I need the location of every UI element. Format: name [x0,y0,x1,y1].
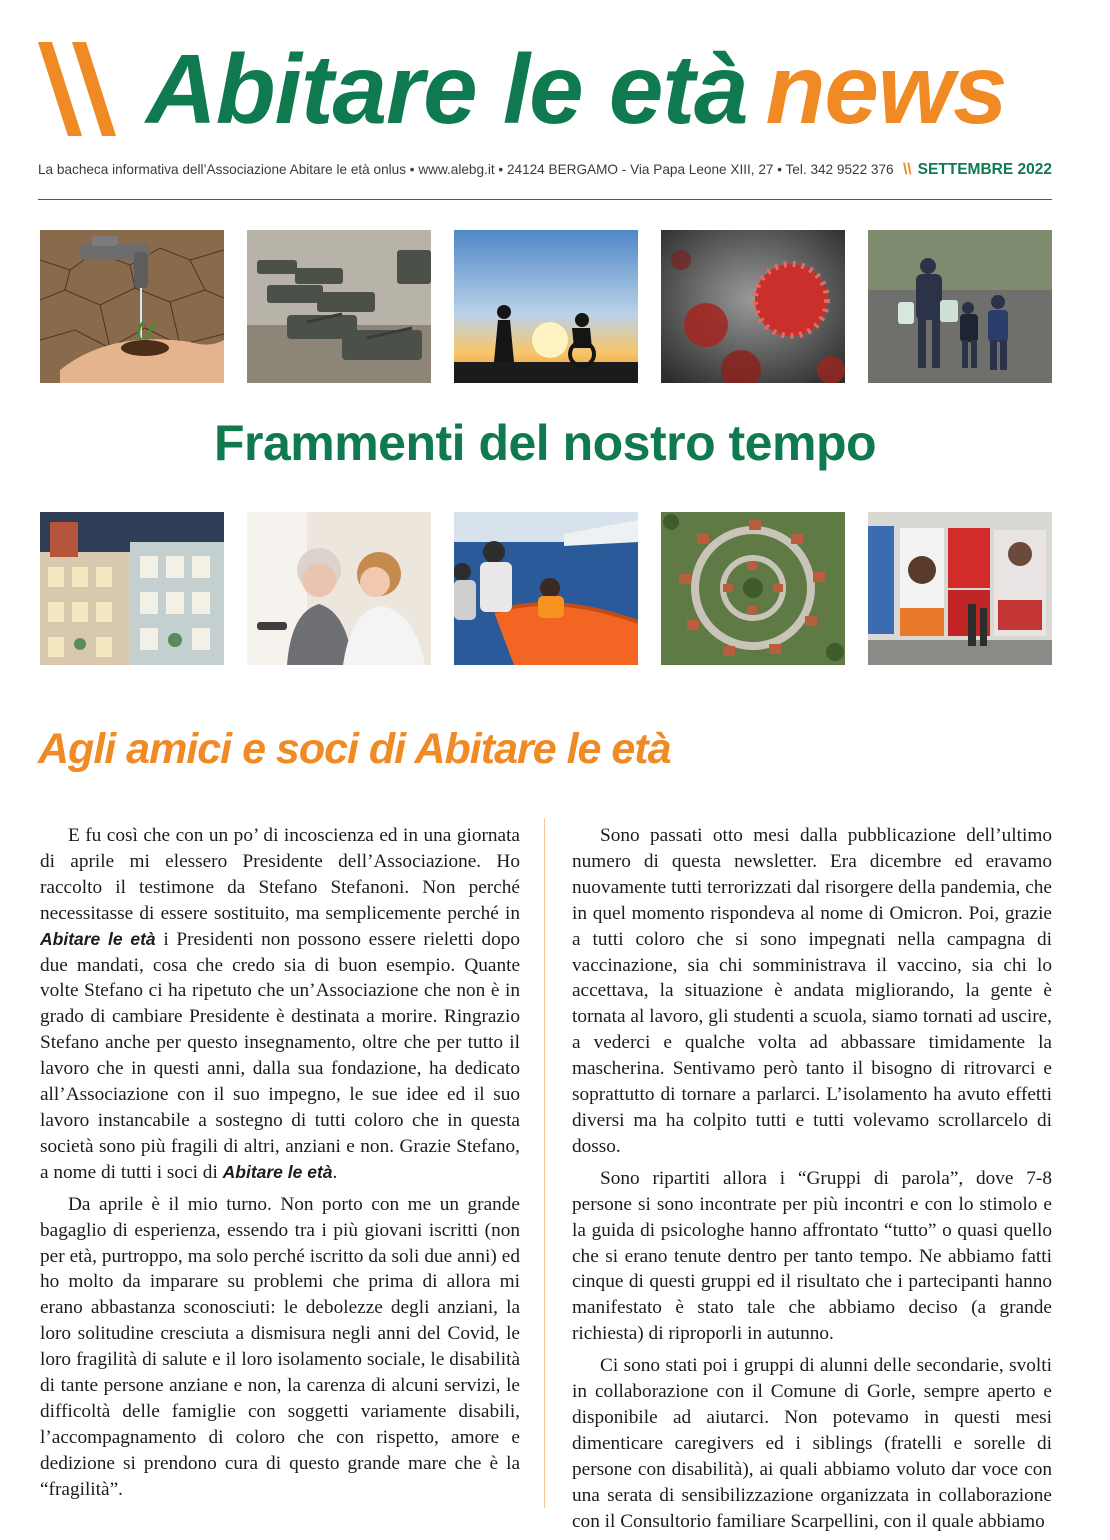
paragraph: E fu così che con un po’ di incoscienza ed in una giornata di aprile mi elessero Presidente dell’Associazione. Ho raccolto il testimone da Stefano Stefanoni. Non perché necessitasse di essere sostituito, ma semplicemente perché in Abitare le età i Presidenti non possono essere rieletti dopo due mandati, cosa che credo sia di buon esempio. Quante volte Stefano ci ha ripetuto che un’Associazione che non è in grado di cambiare Presidente è destinata a morire. Ringrazio Stefano anche per questo insegnamento, oltre che per tutto il lavoro che in questi anni, dalla sua fondazione, ha dedicato all’Associazione con il suo impegno, le sue idee ed il suo lavoro instancabile a sostegno di tutti coloro che in questa società sono più fragili di altri, anziani e non. Grazie Stefano, a nome di tutti i soci di Abitare le età. [40,825,521,1183]
paragraph: Da aprile è il mio turno. Non porto con me un grande bagaglio di esperienza, essendo tra i più giovani iscritti (non per età, purtroppo, ma solo perché iscritto da soli due anni) ed ho molto da imparare su problemi che prima di allora mi erano abbastanza sconosciuti: le debolezze degli anziani, la loro solitudine cresciuta a dismisura negli anni del Covid, le loro fragilità di salute e il loro isolamento sociale, le disabilità di tante persone anziane e non, la carenza di alcuni servizi, le difficoltà delle famiglie con soggetti variamente disabili, l’accompagnamento di coloro che con rispetto, amore e dedizione si prendono cura di questo grande mare che è la “fragilità”. [40,1193,520,1500]
column-divider [544,818,545,1508]
double-slash-logo-icon [38,40,128,140]
photo-apartment-illustration [40,512,224,665]
photo-coronavirus [661,230,845,383]
brand-mention: Abitare le età [40,928,156,949]
article-headline: Agli amici e soci di Abitare le età [38,725,671,773]
photo-sunset-silhouettes [454,230,638,383]
article-column-right [572,823,1052,1540]
photo-refugees-walking [868,230,1052,383]
photo-election-posters [868,512,1052,665]
photo-drought-tap [40,230,224,383]
photo-sea-rescue [454,512,638,665]
masthead-news: news [765,34,1007,144]
paragraph: Sono ripartiti allora i “Gruppi di parola”, dove 7-8 persone si sono incontrate per più incontri e con lo stimolo e la guida di psicologhe hanno affrontato “tutto” o quasi quello che si erano tenute dentro per tanto tempo. Ne abbiamo fatti cinque di questi gruppi ed il risultato che i partecipanti hanno manifestato è stato tale che abbiamo deciso (a grande richiesta) di riproporli in autunno. [572,1167,1052,1345]
photo-aerial-neighborhood [661,512,845,665]
masthead [38,34,1078,144]
header-divider [38,199,1052,200]
paragraph: Ci sono stati poi i gruppi di alunni delle secondarie, svolti in collaborazione con il Comune di Gorle, sempre aperto e disponibile ad aiutarci. Non potevamo in questi mesi dimenticare caregivers ed i siblings (fratelli e sorelle di persone con disabilità), ai quali abbiamo voluto dar voce con una serata di sensibilizzazione organizzata in collaborazione con il Consultorio familiare Scarpellini, con il quale abbiamo [572,1355,1052,1532]
paragraph: Sono passati otto mesi dalla pubblicazione dell’ultimo numero di questa newsletter. Era dicembre ed eravamo nuovamente tutti terrorizzati dal risorgere della pandemia, che in quel momento rispondeva al nome di Omicron. Poi, grazie a tutti coloro che si sono impegnati nella campagna di vaccinazione, sia chi somministrava il vaccino, sia chi lo accettava, la situazione è andata migliorando, la gente è tornata al lavoro, gli studenti a scuola, siamo tornati ad uscire, a vederci e qualche volta ad abbassare timidamente la mascherina. Sentivamo però tanto il bisogno di ritrovarci e soprattutto di tornare a parlarci. L’isolamento ha avuto effetti diversi ma ha colpito tutti e tutti volevamo scrollarcelo di dosso. [572,825,1052,1157]
article-column-left [40,823,520,1509]
section-title: Frammenti del nostro tempo [213,415,877,471]
brand-mention: Abitare le età [222,1161,333,1182]
photo-tanks [247,230,431,383]
info-bar [38,162,1052,184]
masthead-title: Abitare le età news [146,34,1007,144]
photo-elderly-caregiver [247,512,431,665]
edition-date: \\ SETTEMBRE 2022 [902,161,1052,178]
association-info: La bacheca informativa dell’Associazione Abitare le età onlus • www.alebg.it • 24124 BERGAMO - Via Papa Leone XIII, 27 • Tel. 342 9522 376 [38,162,894,177]
